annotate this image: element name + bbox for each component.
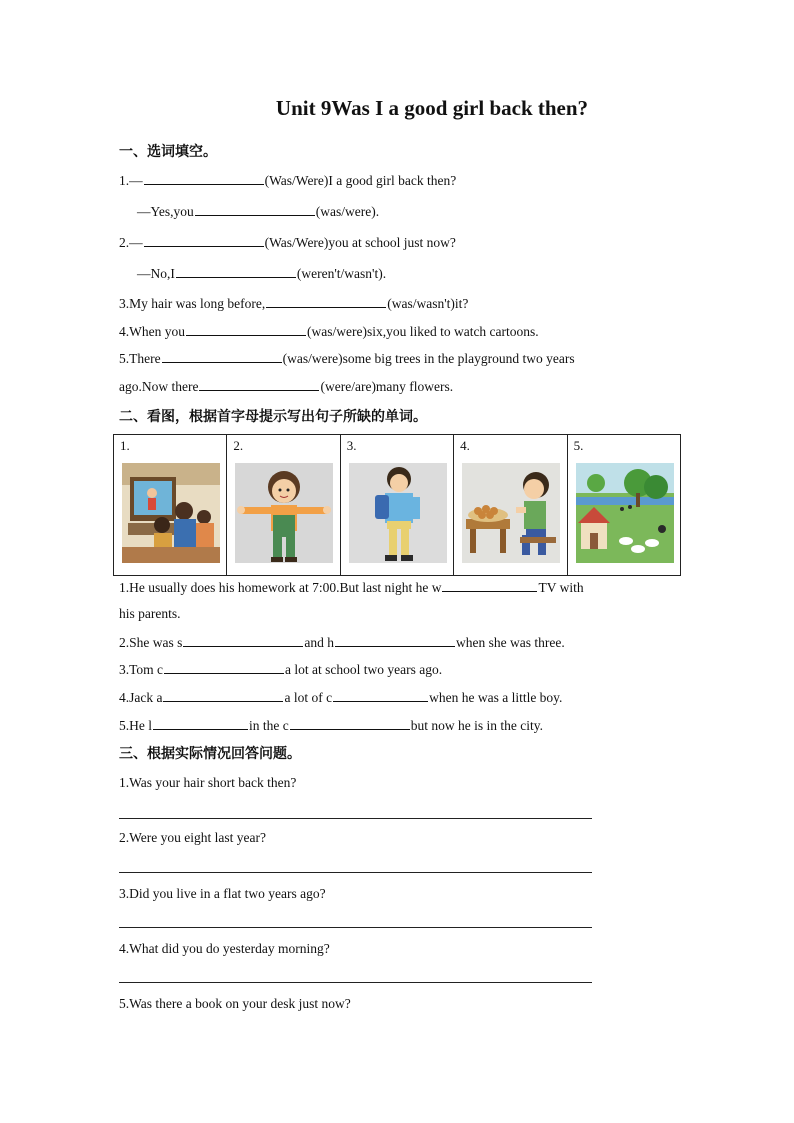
s5-suffix: but now he is in the city. [410,718,543,733]
answer-blank[interactable] [266,295,386,308]
q4-suffix: (was/were)six,you liked to watch cartoons. [306,324,539,339]
picture-cell-5 [567,435,680,576]
q4-prefix: 4.When you [119,324,185,339]
family-watching-tv-picture [122,463,220,563]
picture-number: 1. [120,438,130,453]
s4-middle: a lot of c [284,690,333,705]
s3-suffix: a lot at school two years ago. [285,662,443,677]
q5b-suffix: (were/are)many flowers. [320,379,454,394]
countryside-house-picture [576,463,674,563]
s4-suffix: when he was a little boy. [429,690,563,705]
picture-cell-4 [454,435,567,576]
answer-blank[interactable] [183,634,303,647]
question-4 [119,323,539,340]
q2b-suffix: (weren't/wasn't). [296,266,387,281]
q2b-prefix: —No,I [137,266,175,281]
question-1a [119,172,456,189]
answer-blank[interactable] [144,234,264,247]
picture-number: 2. [233,438,244,453]
q1b-prefix: —Yes,you [137,204,194,219]
picture-cell-3 [340,435,453,576]
q2a-prefix: 2.— [119,235,143,250]
answer-blank[interactable] [199,378,319,391]
picture-table [113,434,681,576]
answer-blank[interactable] [164,661,284,674]
sentence-4 [119,689,562,706]
s4-prefix: 4.Jack a [119,690,163,705]
question-text: 4.What did you do yesterday morning? [119,941,330,956]
answer-blank[interactable] [186,323,306,336]
s2-suffix: when she was three. [456,635,565,650]
short-girl-picture [235,463,333,563]
question-5 [119,350,575,367]
q5-prefix: 5.There [119,351,161,366]
q1b-suffix: (was/were). [315,204,380,219]
section-2-heading: 二、看图，根据首字母提示写出句子所缺的单词。 [119,409,427,425]
page-title: Unit 9Was I a good girl back then? [275,96,589,120]
sentence-3 [119,661,442,678]
q1a-suffix: (Was/Were)I a good girl back then? [264,173,457,188]
sentence-2 [119,634,565,651]
s5-middle: in the c [249,718,289,733]
question-text: 5.Was there a book on your desk just now? [119,996,351,1011]
answer-blank[interactable] [163,689,283,702]
answer-blank[interactable] [144,172,264,185]
answer-blank[interactable] [290,717,410,730]
answer-line[interactable] [119,927,592,928]
answer-blank[interactable] [335,634,455,647]
picture-cell-2 [227,435,340,576]
s1-suffix: TV with [538,580,584,595]
picture-number: 4. [460,438,470,453]
sentence-5 [119,717,543,734]
answer-blank[interactable] [195,203,315,216]
picture-cell-1 [114,435,227,576]
s3-prefix: 3.Tom c [119,662,164,677]
question-text: 2.Were you eight last year? [119,830,266,845]
question-text: 3.Did you live in a flat two years ago? [119,886,326,901]
question-5-continued [119,378,453,395]
q3-suffix: (was/wasn't)it? [387,296,469,311]
s1-prefix: 1.He usually does his homework at 7:00.But last night he w [119,580,442,595]
s2-middle: and h [304,635,334,650]
answer-blank[interactable] [333,689,428,702]
boy-eating-cakes-picture [462,463,560,563]
question-2b [137,265,386,282]
q2a-suffix: (Was/Were)you at school just now? [264,235,456,250]
picture-number: 3. [346,438,357,453]
boy-going-to-school-picture [349,463,447,563]
q1a-prefix: 1.— [119,173,143,188]
s5-prefix: 5.He l [119,718,152,733]
answer-blank[interactable] [162,350,282,363]
q5-suffix: (was/were)some big trees in the playground two years [282,351,575,366]
sentence-1 [119,579,584,596]
q3-prefix: 3.My hair was long before, [119,296,266,311]
q5b-prefix: ago.Now there [119,379,199,394]
sentence-1-continued: his parents. [119,606,181,621]
answer-blank[interactable] [442,579,537,592]
section-3-heading: 三、根据实际情况回答问题。 [119,746,301,762]
answer-blank[interactable] [153,717,248,730]
answer-blank[interactable] [176,265,296,278]
answer-line[interactable] [119,872,592,873]
question-1b [137,203,379,220]
question-3 [119,295,468,312]
s2-prefix: 2.She was s [119,635,183,650]
question-2a [119,234,456,251]
question-text: 1.Was your hair short back then? [119,775,297,790]
section-1-heading: 一、选词填空。 [119,144,217,160]
answer-line[interactable] [119,818,592,819]
answer-line[interactable] [119,982,592,983]
picture-number: 5. [573,438,584,453]
